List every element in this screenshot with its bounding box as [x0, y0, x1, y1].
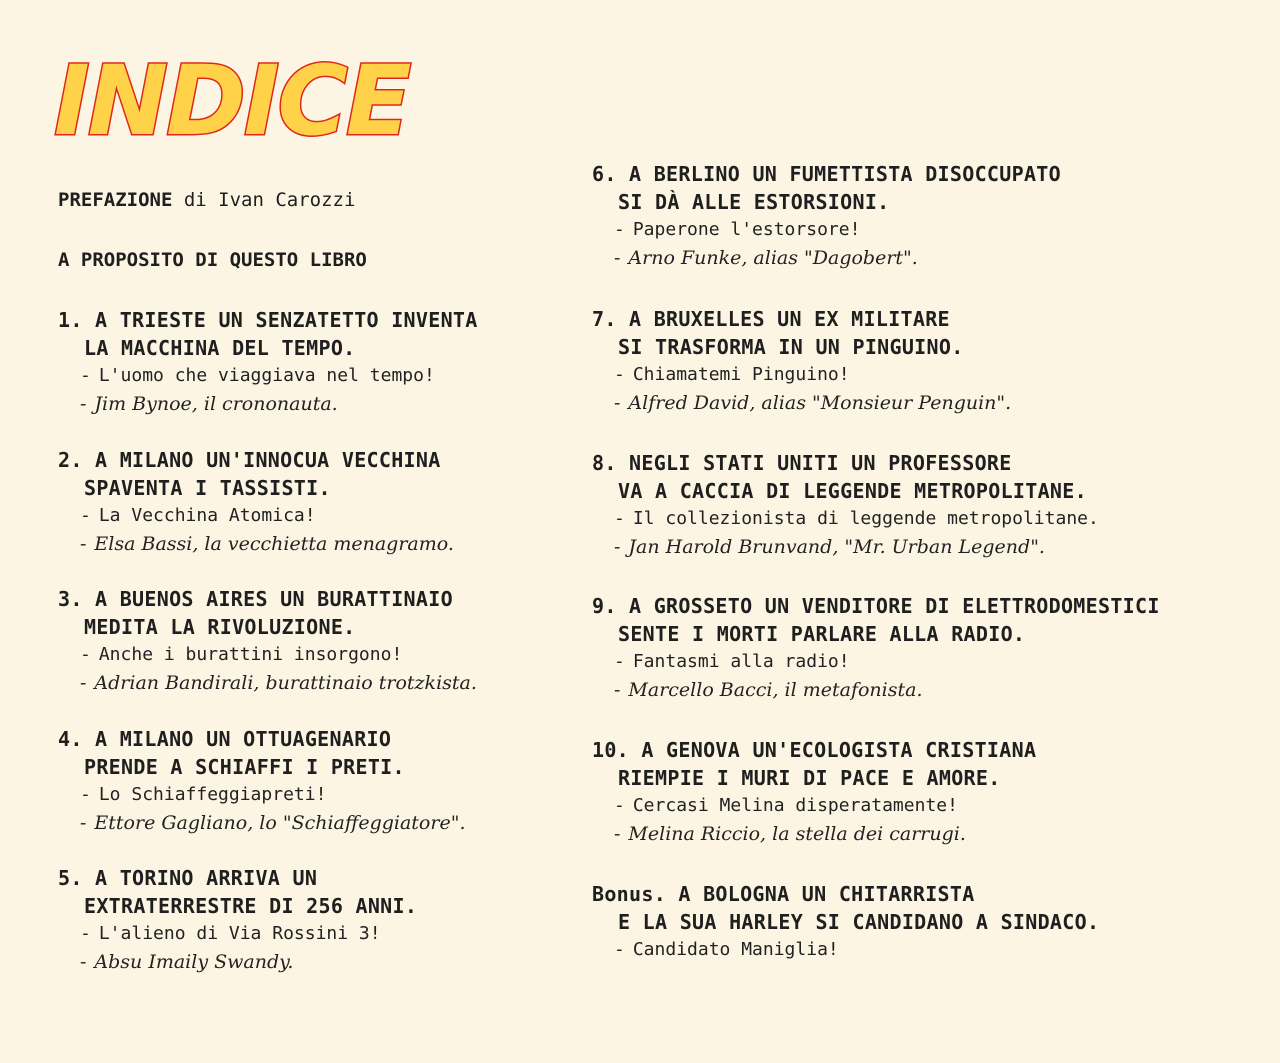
chapter-headline [592, 160, 1061, 216]
chapter-subtitle: - Candidato Maniglia! [614, 939, 839, 960]
chapter-protagonist-text: Ettore Gagliano, lo "Schiaffeggiatore". [94, 812, 466, 834]
chapter-protagonist-text: Adrian Bandirali, burattinaio trotzkista. [94, 672, 477, 694]
chapter-protagonist-text: Alfred David, alias "Monsieur Penguin". [628, 392, 1012, 414]
chapter-subtitle: - Paperone l'estorsore! [614, 219, 861, 240]
toc-chapter-4[interactable] [58, 725, 465, 837]
chapter-number: 7. [592, 307, 617, 331]
chapter-line-1: A TORINO ARRIVA UN [95, 866, 318, 890]
chapter-subtitle: - Fantasmi alla radio! [614, 651, 850, 672]
chapter-number: 3. [58, 587, 83, 611]
toc-chapter-6[interactable] [592, 160, 1061, 272]
chapter-number: 10. [592, 738, 630, 762]
chapter-line-2: E LA SUA HARLEY SI CANDIDANO A SINDACO. [618, 910, 1100, 934]
chapter-number: 8. [592, 451, 617, 475]
chapter-protagonist-text: Melina Riccio, la stella dei carrugi. [628, 823, 966, 845]
chapter-subtitle: - L'uomo che viaggiava nel tempo! [80, 365, 435, 386]
chapter-headline [58, 864, 417, 920]
chapter-subtitle-text: Paperone l'estorsore! [632, 219, 861, 240]
toc-chapter-8[interactable] [592, 449, 1099, 561]
toc-prefazione[interactable] [58, 186, 355, 214]
chapter-line-2: SI DÀ ALLE ESTORSIONI. [618, 190, 890, 214]
chapter-protagonist-text: Marcello Bacci, il metafonista. [628, 679, 923, 701]
chapter-headline [58, 585, 477, 641]
chapter-line-2: SPAVENTA I TASSISTI. [84, 476, 331, 500]
chapter-headline [592, 736, 1036, 792]
chapter-number: 2. [58, 448, 83, 472]
chapter-subtitle-text: Cercasi Melina disperatamente! [632, 795, 958, 816]
chapter-number: 5. [58, 866, 83, 890]
chapter-subtitle-text: Chiamatemi Pinguino! [632, 364, 850, 385]
chapter-protagonist-text: Jan Harold Brunvand, "Mr. Urban Legend". [628, 536, 1045, 558]
chapter-subtitle-text: Anche i burattini insorgono! [98, 644, 403, 665]
chapter-number: 6. [592, 162, 617, 186]
prefazione-author: di Ivan Carozzi [183, 189, 356, 211]
chapter-protagonist: - Marcello Bacci, il metafonista. [614, 679, 923, 701]
chapter-subtitle-text: L'alieno di Via Rossini 3! [98, 923, 381, 944]
chapter-protagonist: - Jan Harold Brunvand, "Mr. Urban Legend". [614, 536, 1045, 558]
chapter-line-1: A MILANO UN OTTUAGENARIO [95, 727, 392, 751]
toc-proposito[interactable] [58, 246, 367, 274]
chapter-headline [592, 449, 1099, 505]
chapter-headline [58, 306, 478, 362]
chapter-line-2: PRENDE A SCHIAFFI I PRETI. [84, 755, 405, 779]
chapter-subtitle: - L'alieno di Via Rossini 3! [80, 923, 381, 944]
chapter-headline [592, 880, 1099, 936]
chapter-line-1: A BUENOS AIRES UN BURATTINAIO [95, 587, 453, 611]
toc-chapter-2[interactable] [58, 446, 454, 558]
toc-chapter-9[interactable] [592, 592, 1160, 704]
chapter-subtitle-text: La Vecchina Atomica! [98, 505, 316, 526]
chapter-number: 4. [58, 727, 83, 751]
chapter-line-1: NEGLI STATI UNITI UN PROFESSORE [629, 451, 1012, 475]
chapter-line-2: LA MACCHINA DEL TEMPO. [84, 336, 356, 360]
chapter-number: 1. [58, 308, 83, 332]
chapter-headline [592, 592, 1160, 648]
chapter-headline [592, 305, 1011, 361]
chapter-subtitle-text: L'uomo che viaggiava nel tempo! [98, 365, 435, 386]
toc-chapter-1[interactable] [58, 306, 478, 418]
chapter-line-1: A BRUXELLES UN EX MILITARE [629, 307, 950, 331]
toc-chapter-bonus[interactable] [592, 880, 1099, 964]
chapter-subtitle: - Lo Schiaffeggiapreti! [80, 784, 327, 805]
index-title-text: INDICE [54, 45, 410, 157]
chapter-subtitle: - Chiamatemi Pinguino! [614, 364, 850, 385]
chapter-subtitle: - Anche i burattini insorgono! [80, 644, 403, 665]
chapter-subtitle: - Il collezionista di leggende metropolitane. [614, 508, 1099, 529]
chapter-line-1: A GROSSETO UN VENDITORE DI ELETTRODOMESTICI [629, 594, 1160, 618]
chapter-subtitle-text: Lo Schiaffeggiapreti! [98, 784, 327, 805]
chapter-protagonist-text: Arno Funke, alias "Dagobert". [628, 247, 918, 269]
toc-chapter-3[interactable] [58, 585, 477, 697]
index-title [52, 45, 410, 157]
chapter-line-1: A BOLOGNA UN CHITARRISTA [678, 882, 975, 906]
toc-chapter-10[interactable] [592, 736, 1036, 848]
chapter-line-1: A MILANO UN'INNOCUA VECCHINA [95, 448, 441, 472]
chapter-line-1: A GENOVA UN'ECOLOGISTA CRISTIANA [641, 738, 1037, 762]
chapter-line-2: SENTE I MORTI PARLARE ALLA RADIO. [618, 622, 1026, 646]
chapter-line-2: VA A CACCIA DI LEGGENDE METROPOLITANE. [618, 479, 1087, 503]
chapter-subtitle-text: Candidato Maniglia! [632, 939, 839, 960]
chapter-headline [58, 725, 465, 781]
proposito-label: A PROPOSITO DI QUESTO LIBRO [58, 249, 367, 271]
chapter-subtitle-text: Fantasmi alla radio! [632, 651, 850, 672]
chapter-number: 9. [592, 594, 617, 618]
chapter-protagonist: - Adrian Bandirali, burattinaio trotzkista. [80, 672, 477, 694]
toc-chapter-5[interactable] [58, 864, 417, 976]
chapter-protagonist: - Elsa Bassi, la vecchietta menagramo. [80, 533, 454, 555]
chapter-protagonist: - Melina Riccio, la stella dei carrugi. [614, 823, 966, 845]
chapter-subtitle: - La Vecchina Atomica! [80, 505, 316, 526]
chapter-line-2: RIEMPIE I MURI DI PACE E AMORE. [618, 766, 1001, 790]
chapter-subtitle: - Cercasi Melina disperatamente! [614, 795, 958, 816]
prefazione-label: PREFAZIONE [58, 189, 173, 211]
chapter-protagonist: - Arno Funke, alias "Dagobert". [614, 247, 918, 269]
chapter-number: Bonus. [592, 882, 667, 906]
chapter-protagonist: - Absu Imaily Swandy. [80, 951, 294, 973]
chapter-line-2: SI TRASFORMA IN UN PINGUINO. [618, 335, 964, 359]
chapter-line-2: EXTRATERRESTRE DI 256 ANNI. [84, 894, 418, 918]
chapter-protagonist: - Jim Bynoe, il crononauta. [80, 393, 338, 415]
chapter-headline [58, 446, 454, 502]
chapter-line-1: A TRIESTE UN SENZATETTO INVENTA [95, 308, 478, 332]
chapter-line-2: MEDITA LA RIVOLUZIONE. [84, 615, 356, 639]
chapter-protagonist-text: Absu Imaily Swandy. [94, 951, 294, 973]
chapter-line-1: A BERLINO UN FUMETTISTA DISOCCUPATO [629, 162, 1061, 186]
toc-chapter-7[interactable] [592, 305, 1011, 417]
chapter-protagonist-text: Jim Bynoe, il crononauta. [94, 393, 338, 415]
chapter-protagonist: - Alfred David, alias "Monsieur Penguin". [614, 392, 1012, 414]
chapter-protagonist: - Ettore Gagliano, lo "Schiaffeggiatore". [80, 812, 466, 834]
chapter-subtitle-text: Il collezionista di leggende metropolitane. [632, 508, 1099, 529]
chapter-protagonist-text: Elsa Bassi, la vecchietta menagramo. [94, 533, 454, 555]
